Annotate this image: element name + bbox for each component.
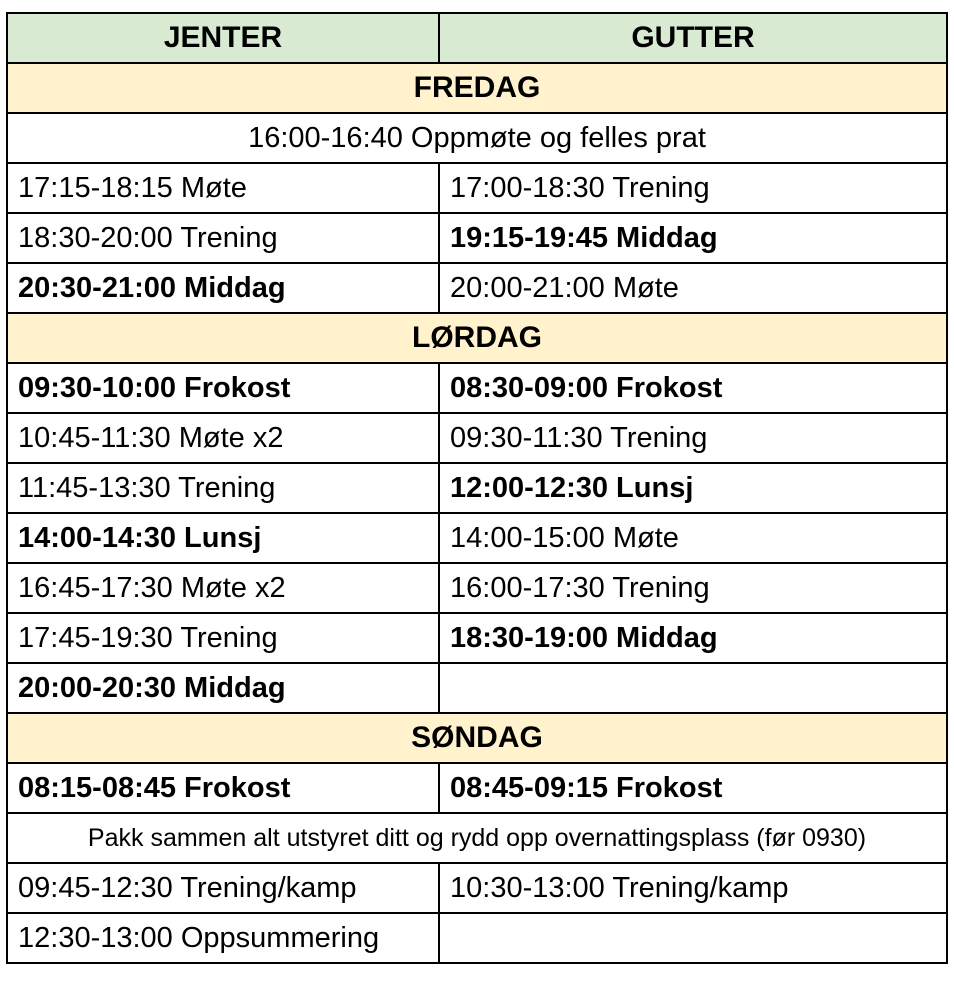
girls-activity: 17:45-19:30 Trening bbox=[7, 613, 439, 663]
boys-empty-cell bbox=[439, 913, 947, 963]
table-row bbox=[7, 763, 947, 813]
girls-activity: 11:45-13:30 Trening bbox=[7, 463, 439, 513]
day-row-saturday bbox=[7, 313, 947, 363]
table-row bbox=[7, 263, 947, 313]
table-row bbox=[7, 913, 947, 963]
day-label-friday: FREDAG bbox=[7, 63, 947, 113]
table-row bbox=[7, 363, 947, 413]
boys-meal: 12:00-12:30 Lunsj bbox=[439, 463, 947, 513]
boys-meal: 08:30-09:00 Frokost bbox=[439, 363, 947, 413]
girls-activity: 17:15-18:15 Møte bbox=[7, 163, 439, 213]
girls-activity: 12:30-13:00 Oppsummering bbox=[7, 913, 439, 963]
boys-activity: 09:30-11:30 Trening bbox=[439, 413, 947, 463]
boys-meal: 08:45-09:15 Frokost bbox=[439, 763, 947, 813]
shared-row-sunday bbox=[7, 813, 947, 863]
shared-activity-friday: 16:00-16:40 Oppmøte og felles prat bbox=[7, 113, 947, 163]
girls-meal: 08:15-08:45 Frokost bbox=[7, 763, 439, 813]
girls-meal: 20:00-20:30 Middag bbox=[7, 663, 439, 713]
boys-empty-cell bbox=[439, 663, 947, 713]
boys-activity: 16:00-17:30 Trening bbox=[439, 563, 947, 613]
boys-activity: 17:00-18:30 Trening bbox=[439, 163, 947, 213]
girls-activity: 09:45-12:30 Trening/kamp bbox=[7, 863, 439, 913]
girls-activity: 10:45-11:30 Møte x2 bbox=[7, 413, 439, 463]
girls-activity: 18:30-20:00 Trening bbox=[7, 213, 439, 263]
table-row bbox=[7, 413, 947, 463]
header-boys: GUTTER bbox=[439, 13, 947, 63]
day-row-friday bbox=[7, 63, 947, 113]
shared-row-friday bbox=[7, 113, 947, 163]
girls-meal: 20:30-21:00 Middag bbox=[7, 263, 439, 313]
table-header-row bbox=[7, 13, 947, 63]
boys-meal: 19:15-19:45 Middag bbox=[439, 213, 947, 263]
schedule-table bbox=[6, 12, 948, 964]
boys-activity: 14:00-15:00 Møte bbox=[439, 513, 947, 563]
boys-activity: 10:30-13:00 Trening/kamp bbox=[439, 863, 947, 913]
table-row bbox=[7, 213, 947, 263]
girls-meal: 09:30-10:00 Frokost bbox=[7, 363, 439, 413]
table-row bbox=[7, 663, 947, 713]
table-row bbox=[7, 513, 947, 563]
boys-activity: 20:00-21:00 Møte bbox=[439, 263, 947, 313]
shared-activity-sunday: Pakk sammen alt utstyret ditt og rydd opp overnattingsplass (før 0930) bbox=[7, 813, 947, 863]
table-row bbox=[7, 563, 947, 613]
boys-meal: 18:30-19:00 Middag bbox=[439, 613, 947, 663]
day-label-saturday: LØRDAG bbox=[7, 313, 947, 363]
header-girls: JENTER bbox=[7, 13, 439, 63]
table-row bbox=[7, 863, 947, 913]
girls-meal: 14:00-14:30 Lunsj bbox=[7, 513, 439, 563]
day-row-sunday bbox=[7, 713, 947, 763]
day-label-sunday: SØNDAG bbox=[7, 713, 947, 763]
table-row bbox=[7, 163, 947, 213]
girls-activity: 16:45-17:30 Møte x2 bbox=[7, 563, 439, 613]
table-row bbox=[7, 463, 947, 513]
table-row bbox=[7, 613, 947, 663]
